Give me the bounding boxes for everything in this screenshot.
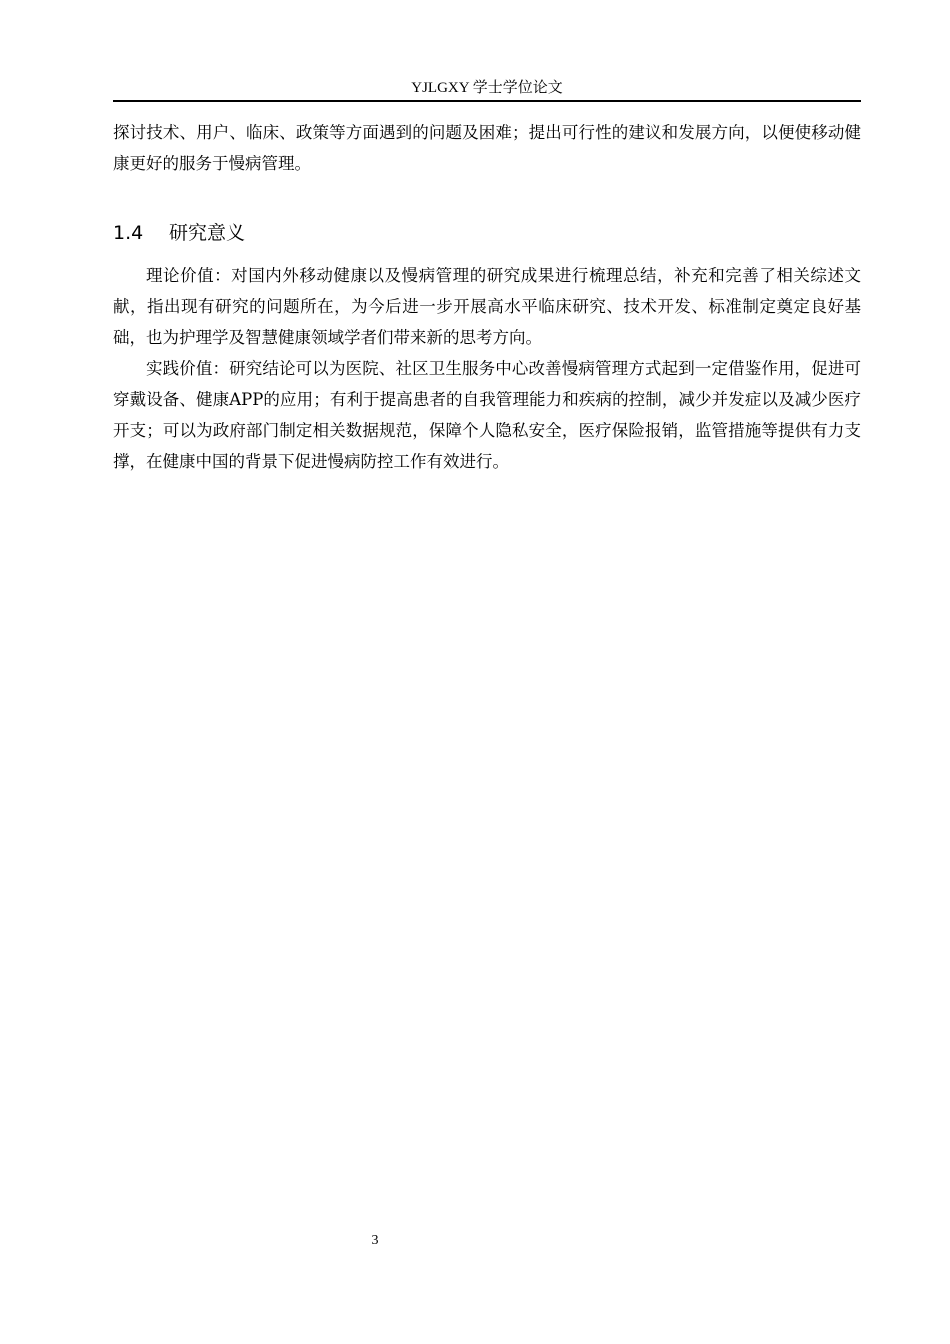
header-divider [113, 100, 861, 102]
section-heading [113, 218, 245, 248]
page-header-title: YJLGXY 学士学位论文 [411, 80, 563, 96]
page-number: 3 [371, 1233, 379, 1248]
intro-paragraph: 探讨技术、用户、临床、政策等方面遇到的问题及困难；提出可行性的建议和发展方向，以便使移动健康更好的服务于慢病管理。 [113, 123, 861, 173]
section-number: 1.4 [113, 222, 144, 244]
practice-value-paragraph: 实践价值：研究结论可以为医院、社区卫生服务中心改善慢病管理方式起到一定借鉴作用，促进可穿戴设备、健康APP的应用；有利于提高患者的自我管理能力和疾病的控制，减少并发症以及减少医疗开支；可以为政府部门制定相关数据规范，保障个人隐私安全，医疗保险报销，监管措施等提供有力支撑，在健康中国的背景下促进慢病防控工作有效进行。 [113, 359, 861, 471]
section-title: 研究意义 [169, 222, 246, 244]
theory-value-paragraph: 理论价值：对国内外移动健康以及慢病管理的研究成果进行梳理总结，补充和完善了相关综述文献，指出现有研究的问题所在，为今后进一步开展高水平临床研究、技术开发、标准制定奠定良好基础，也为护理学及智慧健康领域学者们带来新的思考方向。 [113, 266, 861, 347]
